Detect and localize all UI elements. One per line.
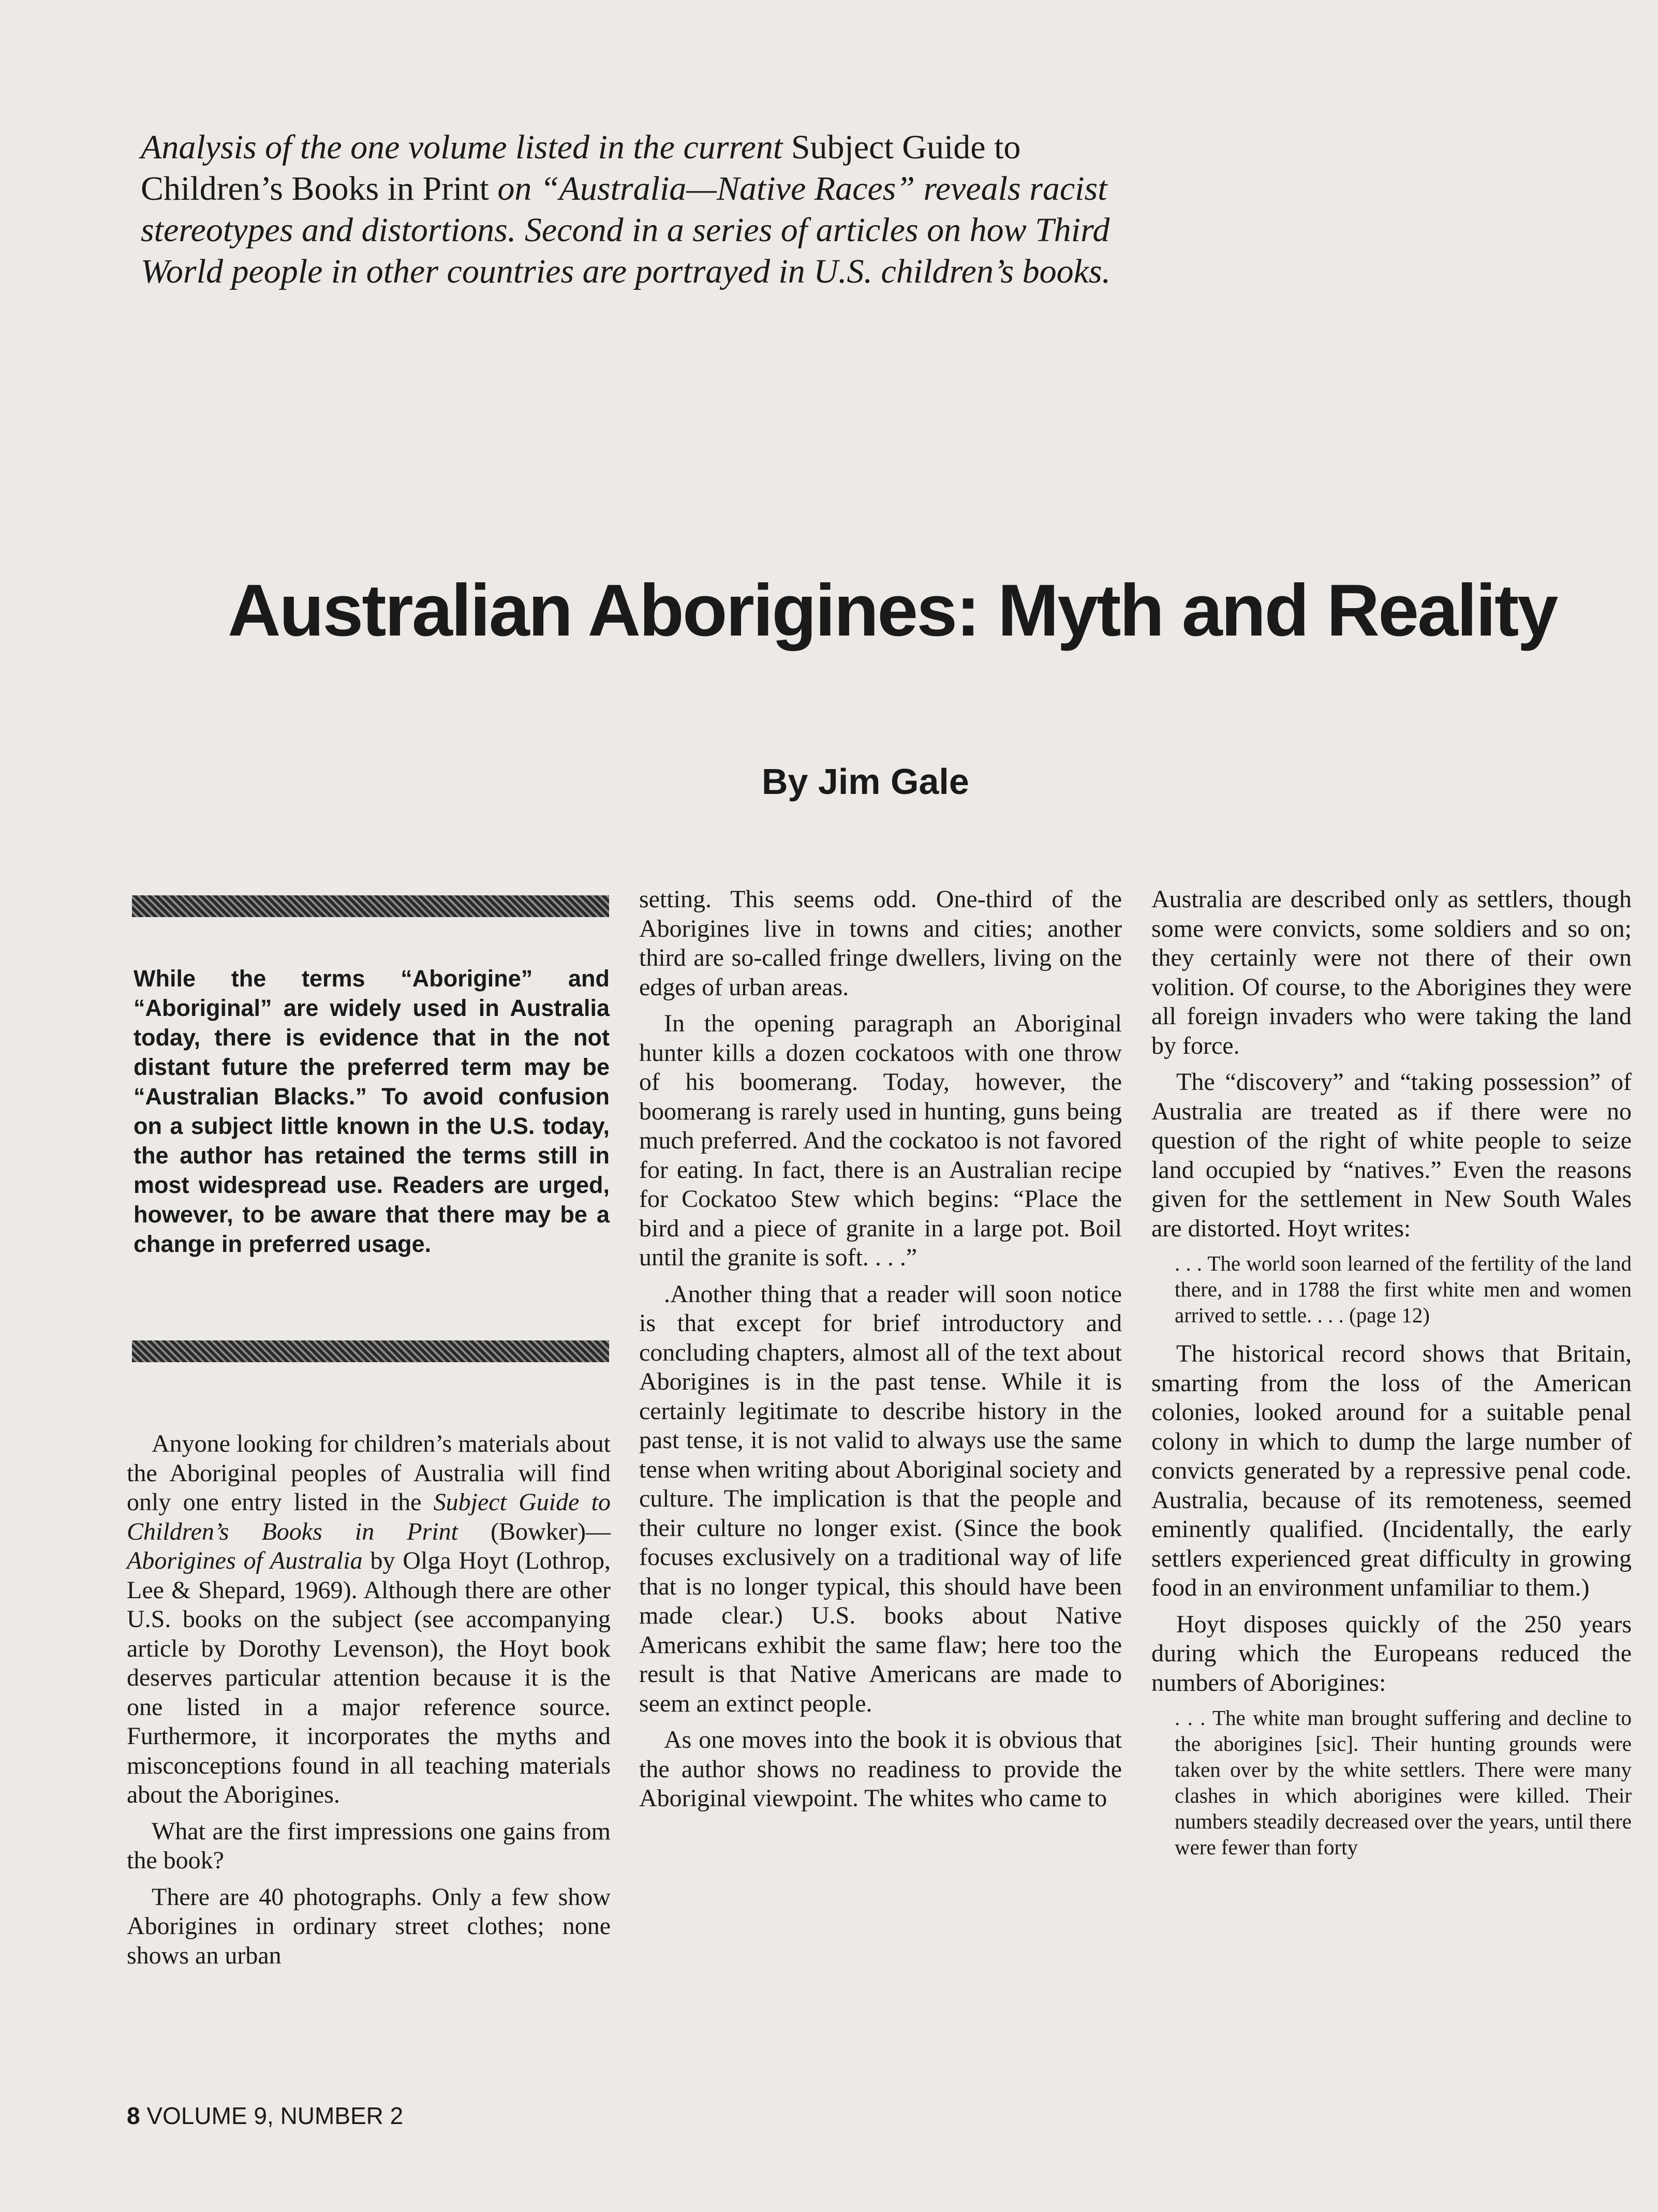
col1-p1-book-title: Aborigines of Australia: [127, 1547, 363, 1574]
col1-p1-text-a: Anyone looking for children’s materials about the Aboriginal peoples of Australia will find only one entry listed in the: [127, 1430, 611, 1516]
col1-paragraph-3: There are 40 photographs. Only a few show Aborigines in ordinary street clothes; none shows an urban: [127, 1883, 611, 1969]
column-3: [1151, 885, 1632, 1871]
sidebar-bottom-rule: [132, 1340, 609, 1362]
article-headline: Australian Aborigines: Myth and Reality: [228, 569, 1557, 652]
col3-paragraph-2: The “discovery” and “taking possession” of Australia are treated as if there were no question of the right of white people to seize land occupied by “natives.” Even the reasons given for the settlement in New South Wales are distorted. Hoyt writes:: [1151, 1068, 1632, 1242]
col3-block-quote-2: . . . The white man brought suffering and decline to the aborigines [sic]. Their hunting grounds were taken over by the white settlers. There were many clashes in which aborigines were killed. Their numbers steadily decreased over the years, until there were fewer than forty: [1175, 1706, 1632, 1859]
col1-p1-text-c: (Bowker)—: [457, 1517, 611, 1545]
column-1: [127, 1429, 611, 1978]
col3-paragraph-3: The historical record shows that Britain, smarting from the loss of the American colonies, looked around for a suitable penal colony in which to dump the large number of convicts generated by a repressive penal code. Australia, because of its remoteness, seemed eminently qualified. (Incidentally, the early settlers experienced great difficulty in growing food in an environment unfamiliar to them.): [1151, 1340, 1632, 1601]
col2-paragraph-4: As one moves into the book it is obvious that the author shows no readiness to provide the Aboriginal viewpoint. The whites who came to: [639, 1726, 1122, 1812]
col3-paragraph-1: Australia are described only as settlers, though some were convicts, some soldiers and so on; they certainly were not there of their own volition. Of course, to the Aborigines they were all foreign invaders who were taking the land by force.: [1151, 886, 1632, 1059]
page-footer: [127, 2101, 403, 2130]
col2-paragraph-1: setting. This seems odd. One-third of the Aborigines live in towns and cities; another third are so-called fringe dwellers, living on the edges of urban areas.: [639, 886, 1122, 1001]
intro-text-part1: Analysis of the one volume listed in the current: [141, 128, 791, 166]
page-number: 8: [127, 2102, 140, 2129]
col2-paragraph-3: .Another thing that a reader will soon notice is that except for brief introductory and concluding chapters, almost all of the text about Aborigines is in the past tense. While it is certainly legitimate to describe history in the past tense, it is not valid to always use the same tense when writing about Aboriginal society and culture. The implication is that the people and their culture no longer exist. (Since the book focuses exclusively on a traditional way of life that is no longer typical, this should have been made clear.) U.S. books about Native Americans exhibit the same flaw; here too the result is that Native Americans are made to seem an extinct people.: [639, 1280, 1122, 1717]
col3-paragraph-4: Hoyt disposes quickly of the 250 years during which the Europeans reduced the numbers of Aborigines:: [1151, 1610, 1632, 1697]
issue-label: VOLUME 9, NUMBER 2: [146, 2102, 404, 2129]
col2-paragraph-2: In the opening paragraph an Aboriginal hunter kills a dozen cockatoos with one throw of his boomerang. Today, however, the boomerang is rarely used in hunting, guns being much preferred. And the cockatoo is not favored for eating. In fact, there is an Australian recipe for Cockatoo Stew which begins: “Place the bird and a piece of granite in a large pot. Boil until the granite is soft. . . .”: [639, 1010, 1122, 1271]
col1-paragraph-1: [127, 1429, 611, 1810]
sidebar-note: While the terms “Aborigine” and “Aboriginal” are widely used in Australia today, there is evidence that in the not distant future the preferred term may be “Australian Blacks.” To avoid confusion on a subject little known in the U.S. today, the author has retained the terms still in most widespread use. Readers are urged, however, to be aware that there may be a change in preferred usage.: [134, 965, 610, 1257]
article-byline: By Jim Gale: [762, 761, 969, 802]
col1-p1-subject-guide: Subject Guide to Children’s Books in Print: [127, 1488, 611, 1545]
col1-paragraph-2: What are the first impressions one gains from the book?: [127, 1817, 611, 1874]
column-2: [639, 885, 1122, 1821]
col1-p1-text-e: by Olga Hoyt (Lothrop, Lee & Shepard, 1969). Although there are other U.S. books on the subject (see accompanying article by Dorothy Levenson), the Hoyt book deserves particular attention because it is the one listed in a major reference source. Furthermore, it incorporates the myths and misconceptions found in all teaching materials about the Aborigines.: [127, 1547, 611, 1808]
intro-text-part3: on “Australia—Native Races” reveals racist stereotypes and distortions. Second in a series of articles on how Third World people in other countries are portrayed in U.S. children’s books.: [141, 170, 1111, 290]
col3-block-quote-1: . . . The world soon learned of the fertility of the land there, and in 1788 the first white men and women arrived to settle. . . . (page 12): [1175, 1251, 1632, 1327]
intro-deck: [141, 127, 1119, 292]
intro-book-title: Subject Guide to Children’s Books in Print: [141, 128, 1021, 208]
sidebar-top-rule: [132, 895, 609, 917]
